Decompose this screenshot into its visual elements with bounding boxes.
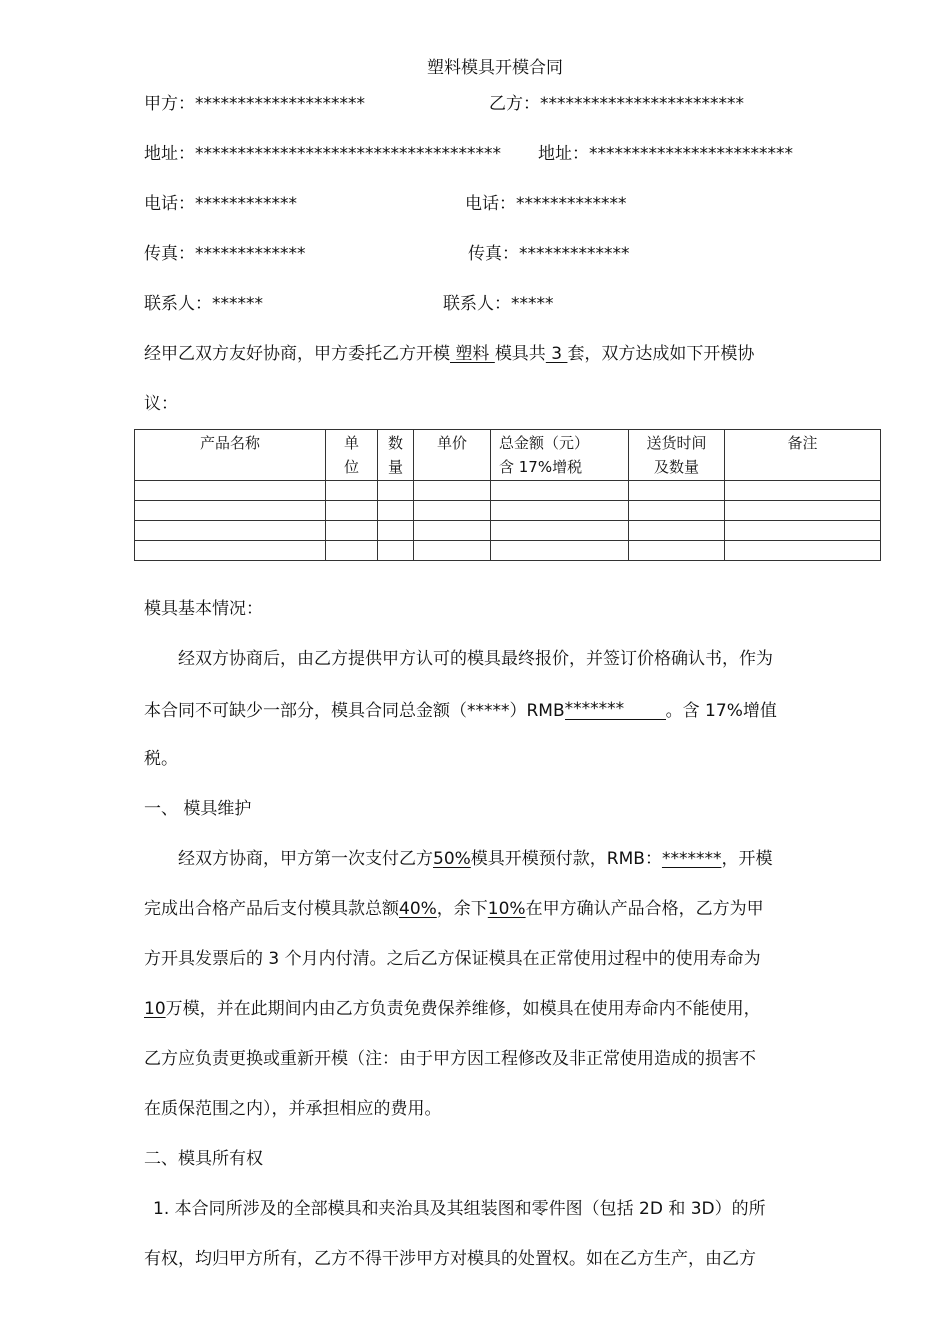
- phone-b-value: *************: [516, 194, 627, 214]
- s1-second-percent: 40%: [399, 899, 437, 919]
- table-row: [135, 481, 881, 501]
- party-b-line: [489, 96, 744, 113]
- col-total: [491, 430, 629, 481]
- party-a-label: 甲方：: [144, 94, 195, 114]
- intro-line: [144, 346, 754, 363]
- fax-b-label: 传真：: [468, 244, 519, 264]
- section-2-heading: 二、模具所有权: [144, 1149, 263, 1169]
- fax-a-line: [144, 246, 306, 263]
- intro-material: 塑料: [450, 344, 495, 364]
- s1-l2-text-b: ，余下: [436, 899, 488, 919]
- s1-text-b: 模具开模预付款，RMB：: [470, 849, 662, 869]
- col-unit-price: 单价: [414, 430, 491, 481]
- intro-count: 3: [545, 344, 568, 364]
- col-total-line1: 总金额（元）: [499, 434, 590, 452]
- col-delivery-line2: 及数量: [653, 458, 699, 476]
- contact-b-value: *****: [511, 294, 554, 314]
- basic-paragraph-line2: [144, 701, 777, 720]
- col-product-name: 产品名称: [135, 430, 326, 481]
- section-1-line3: 方开具发票后的 3 个月内付清。之后乙方保证模具在正常使用过程中的使用寿命为: [144, 949, 761, 969]
- intro-text-1: 经甲乙双方友好协商，甲方委托乙方开模: [144, 344, 450, 364]
- section-2-line1: 1. 本合同所涉及的全部模具和夹治具及其组装图和零件图（包括 2D 和 3D）的所: [153, 1199, 766, 1219]
- section-1-line5: 乙方应负责更换或重新开模（注：由于甲方因工程修改及非正常使用造成的损害不: [144, 1049, 756, 1069]
- address-b-label: 地址：: [538, 144, 589, 164]
- basic-vat-text: 。含 17%增值: [665, 701, 777, 721]
- section-2-line2: 有权，均归甲方所有，乙方不得干涉甲方对模具的处置权。如在乙方生产，由乙方: [144, 1249, 756, 1269]
- table-row: [135, 501, 881, 521]
- intro-text-3: 套，双方达成如下开模协: [567, 344, 755, 364]
- address-a-line: [144, 146, 501, 163]
- basic-paragraph-line3: 税。: [144, 749, 178, 769]
- contact-a-label: 联系人：: [144, 294, 212, 314]
- address-b-value: ************************: [589, 144, 793, 164]
- section-basic-heading: 模具基本情况：: [144, 599, 263, 619]
- phone-a-label: 电话：: [144, 194, 195, 214]
- s1-text-a: 经双方协商，甲方第一次支付乙方: [178, 849, 433, 869]
- basic-total-text: 本合同不可缺少一部分，模具合同总金额（*****）RMB: [144, 701, 565, 721]
- section-1-line1: [178, 851, 772, 868]
- party-b-value: ************************: [540, 94, 744, 114]
- phone-b-label: 电话：: [465, 194, 516, 214]
- fax-b-value: *************: [519, 244, 630, 264]
- party-b-label: 乙方：: [489, 94, 540, 114]
- basic-total-amount: *******: [565, 701, 666, 720]
- s1-l4-text: 万模，并在此期间内由乙方负责免费保养维修，如模具在使用寿命内不能使用，: [165, 999, 761, 1019]
- s1-final-percent: 10%: [487, 899, 526, 919]
- table-row: [135, 541, 881, 561]
- party-a-value: ********************: [195, 94, 365, 114]
- section-1-line6: 在质保范围之内），并承担相应的费用。: [144, 1099, 442, 1119]
- col-quantity: 数量: [378, 430, 414, 481]
- section-1-line2: [144, 901, 764, 918]
- intro-text-2: 模具共: [494, 344, 546, 364]
- fax-b-line: [468, 246, 630, 263]
- col-delivery-line1: 送货时间: [646, 434, 707, 452]
- s1-text-c: ，开模: [721, 849, 773, 869]
- intro-continued: 议：: [144, 394, 178, 414]
- basic-paragraph-line1: 经双方协商后，由乙方提供甲方认可的模具最终报价，并签订价格确认书，作为: [178, 649, 773, 669]
- s1-prepay-percent: 50%: [433, 849, 471, 869]
- address-a-value: ************************************: [195, 144, 501, 164]
- items-table: [134, 429, 881, 561]
- address-a-label: 地址：: [144, 144, 195, 164]
- section-1-line4: [144, 1001, 761, 1018]
- s1-lifetime-number: 10: [144, 999, 166, 1019]
- table-row: [135, 521, 881, 541]
- contact-a-line: [144, 296, 263, 313]
- phone-a-line: [144, 196, 297, 213]
- phone-a-value: ************: [195, 194, 297, 214]
- party-a-line: [144, 96, 365, 113]
- section-1-heading: 一、 模具维护: [144, 799, 252, 819]
- phone-b-line: [465, 196, 627, 213]
- contact-b-label: 联系人：: [443, 294, 511, 314]
- col-unit: 单位: [326, 430, 378, 481]
- fax-a-label: 传真：: [144, 244, 195, 264]
- table-header-row: [135, 430, 881, 481]
- col-remarks: 备注: [725, 430, 881, 481]
- address-b-line: [538, 146, 793, 163]
- s1-prepay-amount: *******: [661, 849, 722, 869]
- s1-l2-text-c: 在甲方确认产品合格，乙方为甲: [525, 899, 764, 919]
- col-total-line2: 含 17%增税: [499, 458, 583, 476]
- contact-b-line: [443, 296, 554, 313]
- s1-l2-text-a: 完成出合格产品后支付模具款总额: [144, 899, 399, 919]
- contact-a-value: ******: [212, 294, 263, 314]
- fax-a-value: *************: [195, 244, 306, 264]
- col-delivery: [629, 430, 725, 481]
- document-title: 塑料模具开模合同: [427, 58, 563, 78]
